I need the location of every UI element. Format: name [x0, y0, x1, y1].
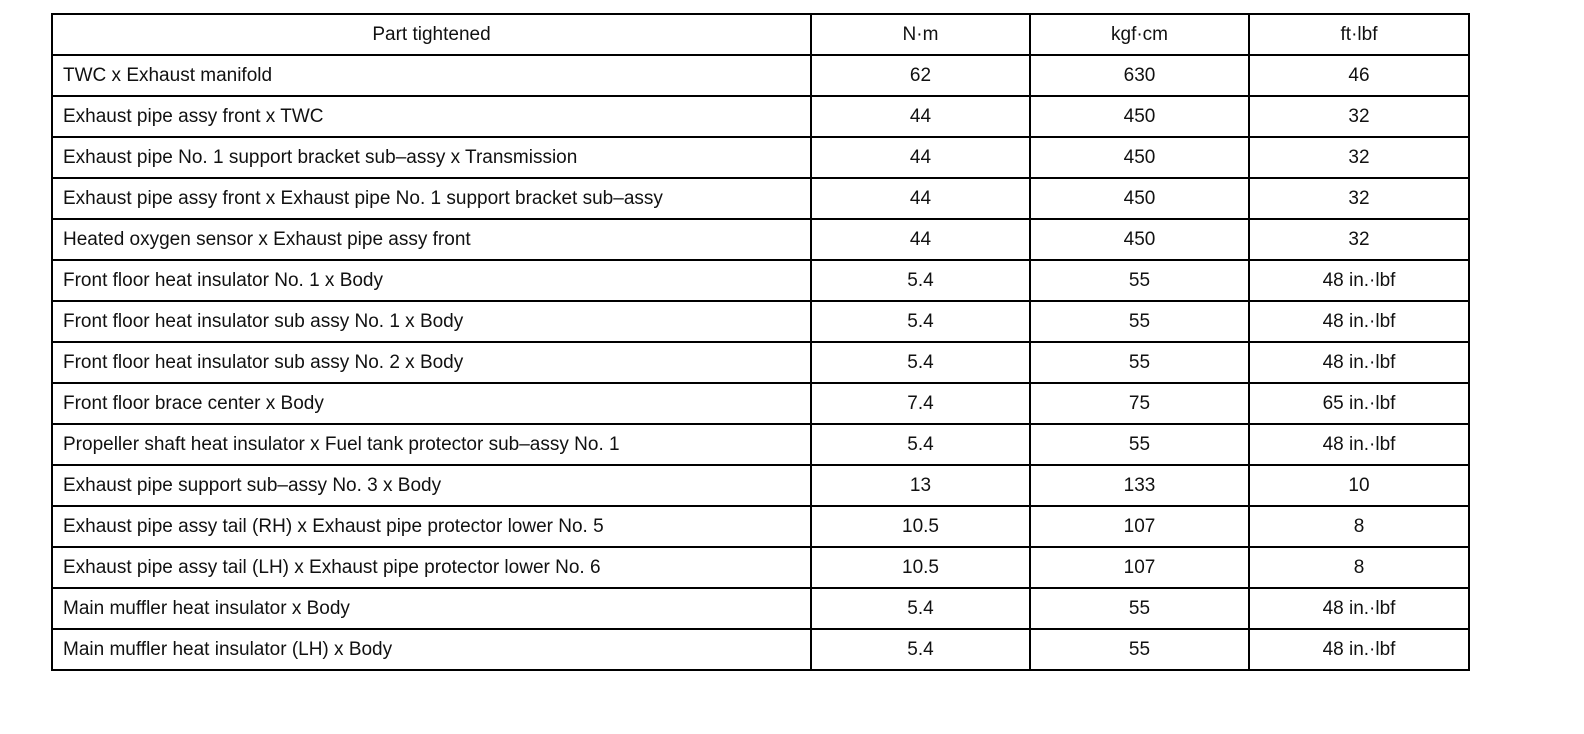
- cell-part-tightened: Exhaust pipe assy tail (LH) x Exhaust pipe protector lower No. 6: [52, 547, 811, 588]
- cell-kgf-cm: 107: [1030, 547, 1249, 588]
- cell-newton-meter: 5.4: [811, 260, 1030, 301]
- cell-ft-lbf: 48 in.·lbf: [1249, 629, 1469, 670]
- cell-part-tightened: Main muffler heat insulator (LH) x Body: [52, 629, 811, 670]
- cell-ft-lbf: 8: [1249, 547, 1469, 588]
- cell-newton-meter: 5.4: [811, 301, 1030, 342]
- cell-kgf-cm: 107: [1030, 506, 1249, 547]
- cell-newton-meter: 7.4: [811, 383, 1030, 424]
- cell-newton-meter: 44: [811, 178, 1030, 219]
- cell-part-tightened: Front floor heat insulator sub assy No. 2 x Body: [52, 342, 811, 383]
- cell-part-tightened: Propeller shaft heat insulator x Fuel tank protector sub–assy No. 1: [52, 424, 811, 465]
- cell-kgf-cm: 75: [1030, 383, 1249, 424]
- cell-part-tightened: Main muffler heat insulator x Body: [52, 588, 811, 629]
- cell-part-tightened: Exhaust pipe assy front x TWC: [52, 96, 811, 137]
- cell-ft-lbf: 65 in.·lbf: [1249, 383, 1469, 424]
- table-row: [52, 260, 1469, 301]
- cell-ft-lbf: 48 in.·lbf: [1249, 301, 1469, 342]
- cell-ft-lbf: 48 in.·lbf: [1249, 260, 1469, 301]
- cell-part-tightened: Heated oxygen sensor x Exhaust pipe assy front: [52, 219, 811, 260]
- cell-kgf-cm: 450: [1030, 219, 1249, 260]
- cell-ft-lbf: 48 in.·lbf: [1249, 424, 1469, 465]
- table-row: [52, 137, 1469, 178]
- header-kgf-cm: kgf·cm: [1030, 14, 1249, 55]
- cell-kgf-cm: 55: [1030, 629, 1249, 670]
- torque-spec-table: [51, 13, 1470, 671]
- cell-newton-meter: 44: [811, 96, 1030, 137]
- cell-ft-lbf: 32: [1249, 178, 1469, 219]
- cell-ft-lbf: 48 in.·lbf: [1249, 342, 1469, 383]
- header-ft-lbf: ft·lbf: [1249, 14, 1469, 55]
- table-body: [52, 55, 1469, 670]
- cell-newton-meter: 10.5: [811, 547, 1030, 588]
- table-row: [52, 424, 1469, 465]
- cell-newton-meter: 10.5: [811, 506, 1030, 547]
- cell-part-tightened: Exhaust pipe assy front x Exhaust pipe No. 1 support bracket sub–assy: [52, 178, 811, 219]
- cell-kgf-cm: 55: [1030, 588, 1249, 629]
- cell-part-tightened: Front floor brace center x Body: [52, 383, 811, 424]
- cell-ft-lbf: 46: [1249, 55, 1469, 96]
- cell-ft-lbf: 32: [1249, 96, 1469, 137]
- header-part-tightened: Part tightened: [52, 14, 811, 55]
- cell-ft-lbf: 32: [1249, 137, 1469, 178]
- table-row: [52, 55, 1469, 96]
- table-row: [52, 219, 1469, 260]
- table-row: [52, 506, 1469, 547]
- cell-newton-meter: 5.4: [811, 424, 1030, 465]
- cell-newton-meter: 5.4: [811, 588, 1030, 629]
- cell-part-tightened: Front floor heat insulator sub assy No. 1 x Body: [52, 301, 811, 342]
- cell-newton-meter: 5.4: [811, 629, 1030, 670]
- table-row: [52, 465, 1469, 506]
- table-row: [52, 547, 1469, 588]
- cell-kgf-cm: 450: [1030, 96, 1249, 137]
- cell-kgf-cm: 450: [1030, 137, 1249, 178]
- cell-ft-lbf: 8: [1249, 506, 1469, 547]
- header-row: [52, 14, 1469, 55]
- cell-part-tightened: Front floor heat insulator No. 1 x Body: [52, 260, 811, 301]
- cell-kgf-cm: 55: [1030, 424, 1249, 465]
- table-row: [52, 383, 1469, 424]
- cell-newton-meter: 5.4: [811, 342, 1030, 383]
- cell-kgf-cm: 55: [1030, 342, 1249, 383]
- cell-part-tightened: Exhaust pipe No. 1 support bracket sub–assy x Transmission: [52, 137, 811, 178]
- cell-kgf-cm: 133: [1030, 465, 1249, 506]
- cell-kgf-cm: 630: [1030, 55, 1249, 96]
- cell-ft-lbf: 10: [1249, 465, 1469, 506]
- cell-newton-meter: 62: [811, 55, 1030, 96]
- table-row: [52, 588, 1469, 629]
- cell-part-tightened: TWC x Exhaust manifold: [52, 55, 811, 96]
- cell-newton-meter: 44: [811, 219, 1030, 260]
- cell-ft-lbf: 48 in.·lbf: [1249, 588, 1469, 629]
- cell-kgf-cm: 55: [1030, 301, 1249, 342]
- cell-kgf-cm: 55: [1030, 260, 1249, 301]
- table-row: [52, 342, 1469, 383]
- table-row: [52, 178, 1469, 219]
- cell-part-tightened: Exhaust pipe support sub–assy No. 3 x Body: [52, 465, 811, 506]
- table-header: [52, 14, 1469, 55]
- table-row: [52, 96, 1469, 137]
- cell-newton-meter: 44: [811, 137, 1030, 178]
- header-newton-meter: N·m: [811, 14, 1030, 55]
- cell-kgf-cm: 450: [1030, 178, 1249, 219]
- cell-part-tightened: Exhaust pipe assy tail (RH) x Exhaust pipe protector lower No. 5: [52, 506, 811, 547]
- table-row: [52, 629, 1469, 670]
- cell-newton-meter: 13: [811, 465, 1030, 506]
- cell-ft-lbf: 32: [1249, 219, 1469, 260]
- table-row: [52, 301, 1469, 342]
